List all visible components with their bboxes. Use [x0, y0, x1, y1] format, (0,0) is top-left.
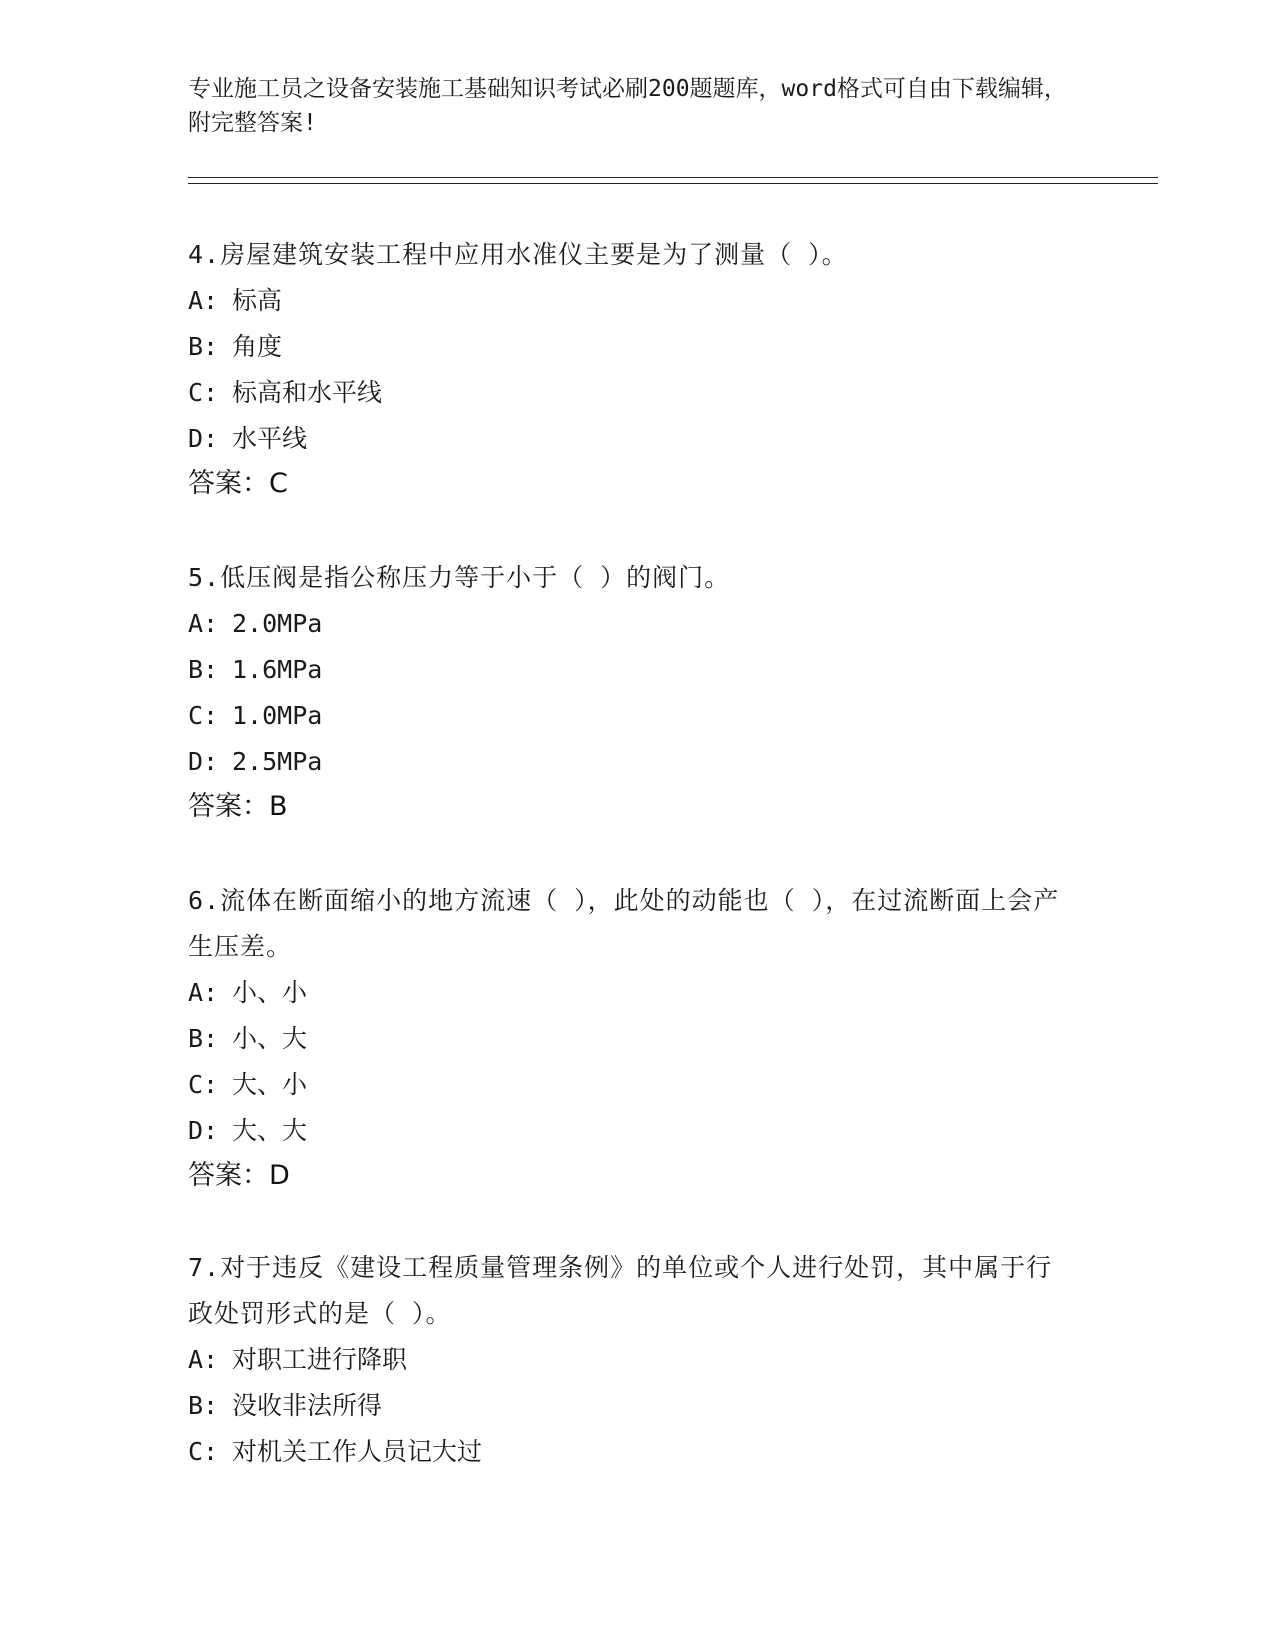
option-a — [188, 970, 1068, 1016]
option-b — [188, 324, 1068, 370]
option-letter: D: — [188, 424, 219, 453]
option-a — [188, 1337, 1068, 1383]
option-a — [188, 278, 1068, 324]
option-text: 1.0MPa — [232, 701, 323, 730]
question-block — [188, 555, 1068, 829]
question-block — [188, 878, 1068, 1198]
option-text: 对职工进行降职 — [232, 1345, 408, 1374]
option-b — [188, 1016, 1068, 1062]
option-text: 2.5MPa — [232, 747, 323, 776]
option-a — [188, 601, 1068, 647]
option-text: 水平线 — [232, 424, 308, 453]
option-d — [188, 739, 1068, 785]
question-stem: 7.对于违反《建设工程质量管理条例》的单位或个人进行处罚，其中属于行政处罚形式的是（ ）。 — [188, 1253, 1053, 1328]
answer: 答案：B — [188, 791, 288, 822]
option-c — [188, 1429, 1068, 1475]
option-text: 1.6MPa — [232, 655, 323, 684]
option-text: 大、大 — [232, 1116, 308, 1145]
answer: 答案：C — [188, 468, 288, 499]
option-letter: C: — [188, 1437, 219, 1466]
option-letter: A: — [188, 1345, 219, 1374]
option-c — [188, 370, 1068, 416]
option-c — [188, 1062, 1068, 1108]
option-text: 角度 — [232, 332, 283, 361]
option-text: 标高和水平线 — [232, 378, 383, 407]
option-b — [188, 647, 1068, 693]
option-letter: C: — [188, 1070, 219, 1099]
question-block — [188, 1245, 1068, 1475]
option-letter: A: — [188, 978, 219, 1007]
option-letter: D: — [188, 747, 219, 776]
option-letter: B: — [188, 1391, 219, 1420]
question-stem: 4.房屋建筑安装工程中应用水准仪主要是为了测量（ ）。 — [188, 240, 848, 269]
option-text: 没收非法所得 — [232, 1391, 383, 1420]
header-title: 专业施工员之设备安装施工基础知识考试必刷200题题库，word格式可自由下载编辑，附完整答案! — [188, 76, 1067, 136]
header-divider-top — [188, 177, 1158, 178]
option-letter: B: — [188, 332, 219, 361]
option-text: 大、小 — [232, 1070, 308, 1099]
option-c — [188, 693, 1068, 739]
option-letter: B: — [188, 655, 219, 684]
answer: 答案：D — [188, 1160, 290, 1191]
option-letter: A: — [188, 609, 219, 638]
option-letter: C: — [188, 378, 219, 407]
document-header — [188, 72, 1088, 140]
option-d — [188, 416, 1068, 462]
question-stem: 5.低压阀是指公称压力等于小于（ ）的阀门。 — [188, 563, 731, 592]
option-text: 对机关工作人员记大过 — [232, 1437, 483, 1466]
question-block — [188, 232, 1068, 506]
header-divider-bottom — [188, 183, 1158, 184]
option-text: 2.0MPa — [232, 609, 323, 638]
option-text: 标高 — [232, 286, 283, 315]
option-b — [188, 1383, 1068, 1429]
option-letter: B: — [188, 1024, 219, 1053]
option-text: 小、大 — [232, 1024, 308, 1053]
option-d — [188, 1108, 1068, 1154]
option-letter: C: — [188, 701, 219, 730]
option-letter: D: — [188, 1116, 219, 1145]
question-stem: 6.流体在断面缩小的地方流速（ ），此处的动能也（ ），在过流断面上会产生压差。 — [188, 886, 1060, 961]
option-text: 小、小 — [232, 978, 308, 1007]
option-letter: A: — [188, 286, 219, 315]
